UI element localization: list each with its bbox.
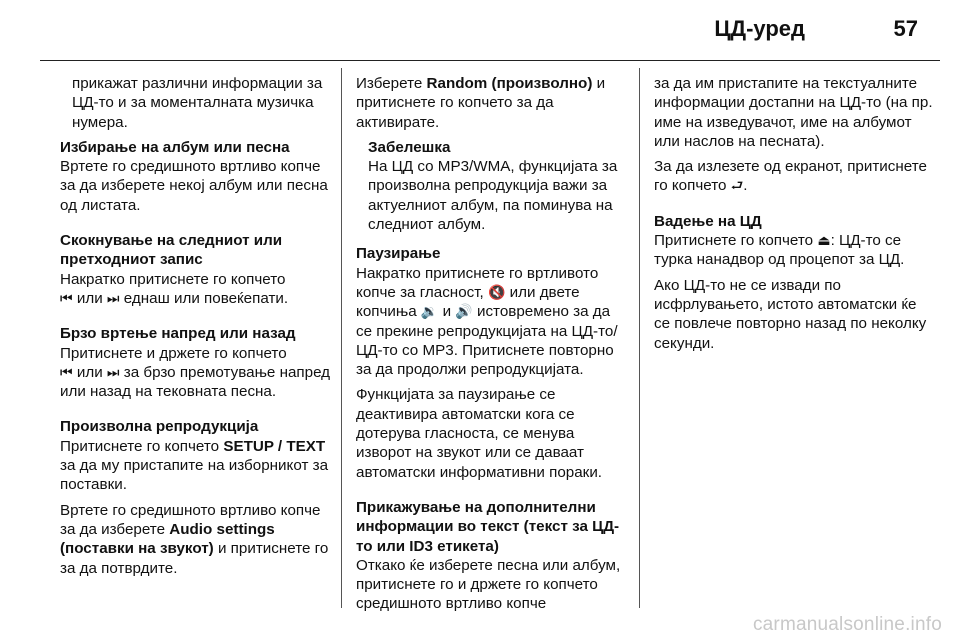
section-title-skip-track: Скокнување на следниот или претходниот запис: [60, 232, 283, 269]
previous-track-icon: ⏮: [60, 363, 73, 380]
mute-icon: 🔇: [487, 283, 506, 300]
watermark: carmanualsonline.info: [752, 614, 942, 635]
exit-screen-text: За да излезете од екранот, притиснете го копчето ⮐.: [654, 158, 927, 195]
column-divider-2: [639, 68, 640, 608]
audio-settings-label: Audio settings (поставки на звукот): [60, 520, 275, 558]
note-title: Забелешка: [368, 138, 451, 156]
section-title-fast-forward: Брзо вртење напред или назад: [60, 325, 296, 343]
section-title-pause: Паузирање: [356, 245, 441, 263]
section-text-pause-2: Функцијата за паузирање се деактивира автоматски кога се дотерува гласноста, се менува изворот на звукот или се даваат автоматски информативни пораки.: [356, 386, 603, 481]
section-text-skip-track: Накратко притиснете го копчето ⏮ или ⏭ еднаш или повеќепати.: [60, 270, 289, 307]
header-rule: [40, 60, 940, 61]
column-3: [654, 74, 934, 359]
page-number: 57: [893, 16, 918, 41]
section-text-eject-2: Ако ЦД-то не се извади по исфрлувањето, истото автоматски ќе се повлече повторно назад по неколку секунди.: [654, 276, 927, 352]
section-title-info: Прикажување на дополнителни информации во текст (текст за ЦД-то или ID3 етикета): [356, 498, 620, 555]
section-title-eject: Вадење на ЦД: [654, 212, 762, 230]
random-activate-text: Изберете Random (произволно) и притиснете го копчето за да активирате.: [356, 75, 606, 131]
section-text-random-2: Вртете го средишното вртливо копче за да изберете Audio settings (поставки на звукот) и притиснете го за да потврдите.: [60, 501, 329, 577]
section-title-random: Произволна репродукција: [60, 418, 259, 436]
random-label: Random (произволно): [426, 75, 593, 92]
section-text-info: Откако ќе изберете песна или албум, притиснете го и држете го копчето средишното вртливо копче: [356, 556, 621, 613]
section-text-fast-forward: Притиснете и држете го копчето ⏮ или ⏭ за брзо премотување напред или назад на тековната песна.: [60, 344, 331, 401]
note-box: [368, 138, 624, 234]
column-1: [60, 74, 332, 584]
section-title-select-album: Избирање на албум или песна: [60, 138, 290, 156]
page-title: ЦД-уред: [714, 16, 805, 41]
next-track-icon: ⏭: [106, 289, 120, 306]
previous-track-icon: ⏮: [60, 289, 73, 306]
section-text-random: Притиснете го копчето SETUP / TEXT за да му пристапите на изборникот за поставки.: [60, 437, 329, 494]
setup-text-label: SETUP / TEXT: [223, 437, 326, 455]
section-text-eject: Притиснете го копчето ⏏: ЦД-то се турка нанадвор од процепот за ЦД.: [654, 232, 905, 269]
volume-down-icon: 🔉: [420, 303, 439, 320]
back-icon: ⮐: [730, 177, 744, 194]
section-text-select-album: Вртете го средишното вртливо копче за да изберете некој албум или песна од листата.: [60, 158, 328, 214]
volume-up-icon: 🔊: [455, 303, 473, 320]
note-text: На ЦД со MP3/WMA, функцијата за произволна репродукција важи за актуелниот албум, па поминува на следниот албум.: [368, 158, 618, 234]
column-2: [356, 74, 624, 620]
next-track-icon: ⏭: [106, 363, 120, 380]
column-divider-1: [341, 68, 342, 608]
section-text-pause: Накратко притиснете го вртливото копче за гласност, 🔇 или двете копчиња 🔉 и 🔊 истовремено за да се прекине репродукцијата на ЦД-то/ЦД-то со MP3. Притиснете повторно за да продолжи репродукцијата.: [356, 264, 618, 379]
eject-icon: ⏏: [817, 232, 831, 249]
page-header: [40, 10, 920, 46]
intro-text: прикажат различни информации за ЦД-то и за моменталната музичка нумера.: [72, 75, 323, 131]
info-continued-text: за да им пристапите на текстуалните информации достапни на ЦД-то (на пр. име на изведувачот, име на албумот или наслов на песната).: [654, 75, 933, 150]
